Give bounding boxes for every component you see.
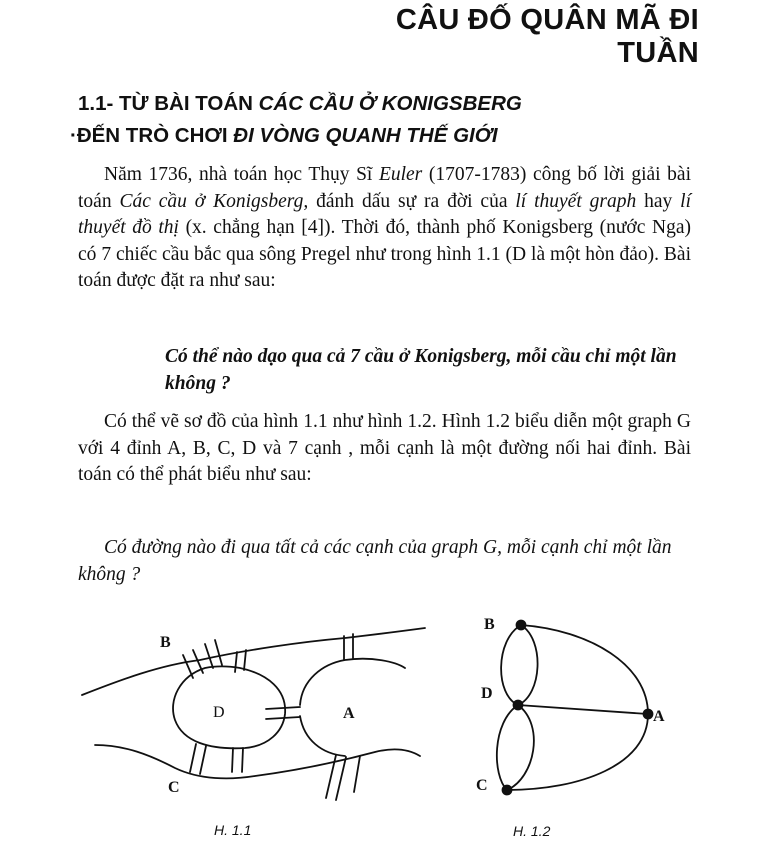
text-run-italic: lí thuyết graph xyxy=(515,190,637,212)
map-label-c: C xyxy=(168,779,180,796)
text-run: Năm 1736, nhà toán học Thụy Sĩ xyxy=(104,164,379,185)
text-run: đánh dấu sự ra đời của xyxy=(308,190,516,212)
section-heading-line1 xyxy=(78,92,522,116)
section-heading-line2 xyxy=(70,124,498,148)
figure-konigsberg-map xyxy=(82,628,425,800)
section-heading-line1-prefix: 1.1- TỪ BÀI TOÁN xyxy=(78,92,259,115)
question-graph: Có đường nào đi qua tất cả các cạnh của graph G, mỗi cạnh chỉ một lần không ? xyxy=(78,537,672,585)
text-run-italic: Các cầu ở Konigsberg, xyxy=(119,190,309,212)
section-heading-line2-italic: ĐI VÒNG QUANH THẾ GIỚI xyxy=(233,124,498,147)
graph-label-d: D xyxy=(481,685,493,702)
map-label-a: A xyxy=(343,705,355,722)
text-run: (x. chẳng hạn [4]). Thời đó, thành phố Konigsberg (nước Nga) có 7 chiếc cầu bắc qua sông Pregel như trong hình 1.1 (D là một hòn đảo). Bài toán được đặt ra như sau: xyxy=(78,217,691,291)
graph-label-a: A xyxy=(653,708,665,725)
paragraph-graph: Có thể vẽ sơ đồ của hình 1.1 như hình 1.2. Hình 1.2 biểu diễn một graph G với 4 đỉnh A, B, C, D và 7 cạnh , mỗi cạnh là một đường nối hai đỉnh. Bài toán có thể phát biểu như sau: xyxy=(78,411,691,485)
text-run-italic: Euler xyxy=(378,164,423,185)
section-heading-line2-prefix: ·ĐẾN TRÒ CHƠI xyxy=(70,124,234,147)
question-konigsberg: Có thể nào dạo qua cả 7 cầu ở Konigsberg, mỗi cầu chỉ một lần không ? xyxy=(165,346,677,394)
text-run-italic: lí thuyết đồ thị xyxy=(78,190,692,238)
page-title: CÂU ĐỐ QUÂN MÃ ĐI TUẦN xyxy=(395,4,699,69)
map-label-b: B xyxy=(160,634,171,651)
figure2-caption: H. 1.2 xyxy=(513,823,551,839)
text-run: (1707-1783) công bố lời giải bài toán xyxy=(78,164,691,212)
figure-graph xyxy=(497,621,653,795)
text-run: hay xyxy=(636,190,681,212)
section-heading-line1-italic: CÁC CẦU Ở KONIGSBERG xyxy=(258,92,522,115)
graph-label-b: B xyxy=(484,616,495,633)
paragraph-intro xyxy=(78,162,691,295)
figure1-caption: H. 1.1 xyxy=(214,822,252,838)
graph-label-c: C xyxy=(476,777,488,794)
map-label-d: D xyxy=(213,704,225,721)
